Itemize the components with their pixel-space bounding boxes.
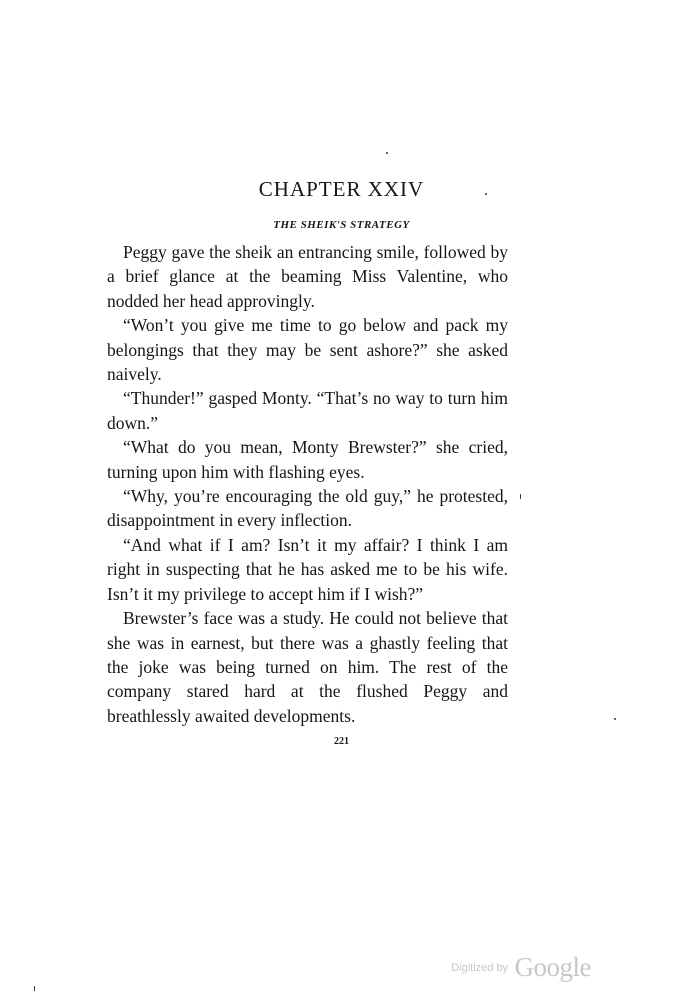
paragraph: “Thunder!” gasped Monty. “That’s no way to turn him down.”: [107, 388, 508, 433]
page-number: 221: [334, 736, 349, 747]
chapter-subtitle: THE SHEIK'S STRATEGY: [273, 219, 410, 231]
watermark-prefix: Digitized by: [451, 962, 509, 974]
paragraph: “Why, you’re encouraging the old guy,” he protested, disappointment in every inflection.: [107, 486, 508, 531]
paragraph: Peggy gave the sheik an entrancing smile, followed by a brief glance at the beaming Miss Valentine, who nodded her head approvingly.: [107, 242, 508, 311]
speck-mark: [520, 494, 521, 499]
speck-mark: [386, 152, 388, 154]
paragraph: “What do you mean, Monty Brewster?” she cried, turning upon him with flashing eyes.: [107, 437, 508, 482]
chapter-body: [107, 240, 508, 728]
paragraph: “Won’t you give me time to go below and pack my belongings that they may be sent ashore?” she asked naively.: [107, 315, 508, 385]
google-logo: Google: [514, 952, 591, 982]
paragraph: Brewster’s face was a study. He could not believe that she was in earnest, but there was a ghastly feeling that the joke was being turned on him. The rest of the company stared hard at the flushed Peggy and breathlessly awaited developments.: [107, 608, 508, 726]
speck-mark: [614, 718, 616, 720]
paragraph: “And what if I am? Isn’t it my affair? I think I am right in suspecting that he has asked me to be his wife. Isn’t it my privilege to accept him if I wish?”: [107, 534, 508, 604]
digitized-watermark: [451, 952, 591, 983]
chapter-heading: CHAPTER XXIV: [258, 177, 425, 201]
speck-mark: [34, 986, 35, 991]
